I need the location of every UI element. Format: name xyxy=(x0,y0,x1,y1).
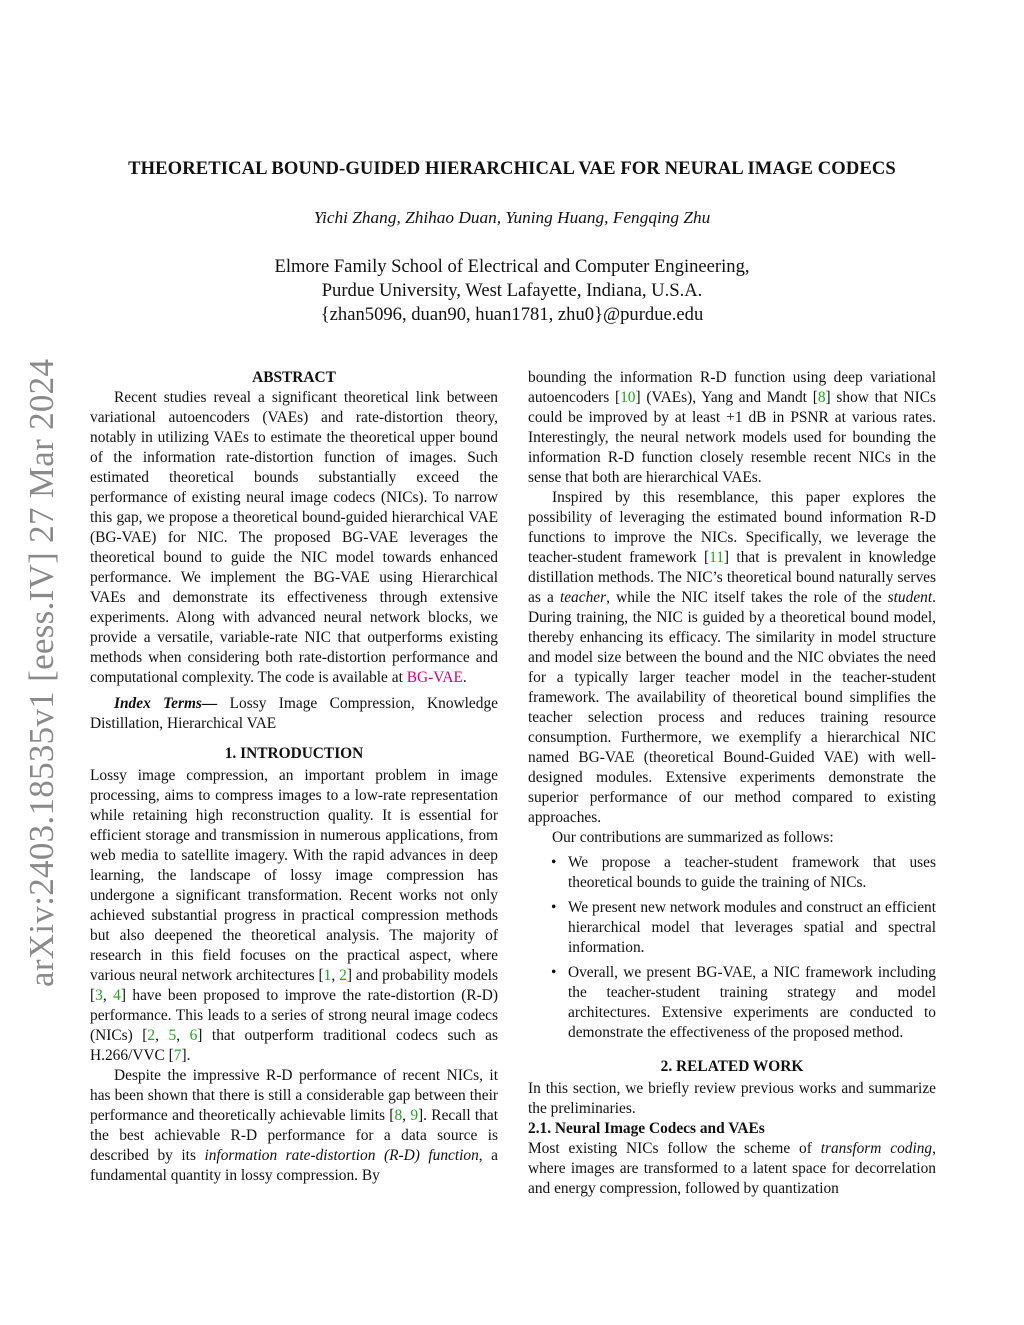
text-run: , xyxy=(402,1107,411,1124)
contributions-list xyxy=(528,853,936,1043)
emphasis-text: teacher xyxy=(559,589,607,606)
citation-link[interactable]: 2 xyxy=(339,967,347,984)
list-item-text: Overall, we present BG-VAE, a NIC framework including the teacher-student training strategy and model architectures. Extensive experiments are conducted to demonstrate the effectiveness of the proposed method. xyxy=(568,964,936,1041)
list-item xyxy=(548,853,936,893)
text-run: ] and probability models [ xyxy=(90,967,498,1004)
related-work-intro: In this section, we briefly review previous works and summarize the preliminaries. xyxy=(528,1080,936,1117)
emphasis-text: student xyxy=(887,589,933,606)
citation-link[interactable]: 11 xyxy=(709,549,724,566)
text-run: , where images are transformed to a latent space for decorrelation and energy compression, followed by quantization xyxy=(528,1140,936,1197)
citation-link[interactable]: 8 xyxy=(394,1107,403,1124)
citation-link[interactable]: 3 xyxy=(95,987,103,1004)
abstract-end: . xyxy=(462,669,467,686)
text-run: , xyxy=(102,987,114,1004)
text-run: , xyxy=(331,967,340,984)
index-terms-text: Lossy Image Compression, Knowledge Distillation, Hierarchical VAE xyxy=(90,695,498,732)
citation-link[interactable]: 6 xyxy=(189,1027,198,1044)
text-run: Most existing NICs follow the scheme of xyxy=(528,1140,821,1157)
intro-paragraph-4 xyxy=(528,488,936,828)
text-run: ]. Recall that the best achievable R-D performance for a data source is described by its xyxy=(90,1107,498,1164)
text-run: bounding the information R-D function using deep variational autoencoders [ xyxy=(528,369,936,406)
citation-link[interactable]: 7 xyxy=(173,1047,182,1064)
abstract-heading: ABSTRACT xyxy=(252,369,336,386)
related-paragraph-1 xyxy=(528,1139,936,1199)
intro-paragraph-1 xyxy=(90,766,498,1066)
code-link[interactable]: BG-VAE xyxy=(406,669,463,686)
affiliation-emails: {zhan5096, duan90, huan1781, zhu0}@purdue.edu xyxy=(320,304,704,325)
subsection-heading: 2.1. Neural Image Codecs and VAEs xyxy=(528,1120,765,1137)
left-column xyxy=(90,368,498,1186)
text-run: Inspired by this resemblance, this paper explores the possibility of leveraging the estimated bound information R-D functions to improve the NICs. Specifically, we leverage the teacher-student framework [ xyxy=(528,489,936,566)
bullet-icon: • xyxy=(551,899,557,916)
text-run: ] that outperform traditional codecs such as H.266/VVC [ xyxy=(90,1027,499,1064)
text-run: Despite the impressive R-D performance of recent NICs, it has been shown that there is still a considerable gap between their performance and theoretically achievable limits [ xyxy=(90,1067,498,1124)
abstract-text xyxy=(90,388,498,688)
citation-link[interactable]: 4 xyxy=(113,987,121,1004)
related-work-heading: 2. RELATED WORK xyxy=(660,1058,804,1075)
citation-link[interactable]: 8 xyxy=(817,389,826,406)
paper-title: THEORETICAL BOUND-GUIDED HIERARCHICAL VAE FOR NEURAL IMAGE CODECS xyxy=(128,158,896,179)
text-run: ] that is prevalent in knowledge distillation methods. The NIC’s theoretical bound naturally serves as a xyxy=(528,549,937,606)
emphasis-text: information rate-distortion (R-D) function xyxy=(204,1147,479,1164)
text-run: ] show that NICs could be improved by at least +1 dB in PSNR at various rates. Interestingly, the neural network models used for bounding the information R-D function closely resemble recent NICs in the sense that both are hierarchical VAEs. xyxy=(528,389,936,486)
affiliation-line-1: Elmore Family School of Electrical and Computer Engineering, xyxy=(274,256,750,277)
list-item xyxy=(548,963,936,1043)
contributions-intro: Our contributions are summarized as follows: xyxy=(552,829,834,846)
bullet-icon: • xyxy=(551,964,557,981)
arxiv-side-stamp: arXiv:2403.18535v1 [eess.IV] 27 Mar 2024 xyxy=(22,358,61,987)
text-run: , xyxy=(155,1027,169,1044)
affiliation-line-2: Purdue University, West Lafayette, Indiana, U.S.A. xyxy=(321,280,703,301)
text-run: ]. xyxy=(181,1047,191,1064)
author-list: Yichi Zhang, Zhihao Duan, Yuning Huang, Fengqing Zhu xyxy=(313,208,711,227)
right-column xyxy=(528,368,936,1199)
intro-heading: 1. INTRODUCTION xyxy=(224,745,364,762)
intro-paragraph-3 xyxy=(528,368,936,488)
bullet-icon: • xyxy=(551,854,557,871)
abstract-body: Recent studies reveal a significant theoretical link between variational autoencoders (VAEs) and rate-distortion theory, notably in utilizing VAEs to estimate the theoretical upper bound of the information rate-distortion function of images. Such estimated theoretical bounds substantially exceed the performance of existing neural image codecs (NICs). To narrow this gap, we propose a theoretical bound-guided hierarchical VAE (BG-VAE) for NIC. The proposed BG-VAE leverages the theoretical bound to guide the NIC model towards enhanced performance. We implement the BG-VAE using Hierarchical VAEs and demonstrate its effectiveness through extensive experiments. Along with advanced neural network blocks, we provide a versatile, variable-rate NIC that outperforms existing methods when considering both rate-distortion performance and computational complexity. The code is available at xyxy=(90,389,498,686)
list-item xyxy=(548,898,936,958)
affiliation-block xyxy=(0,255,1024,327)
list-item-text: We propose a teacher-student framework that uses theoretical bounds to guide the training of NICs. xyxy=(568,854,936,891)
citation-link[interactable]: 2 xyxy=(147,1027,156,1044)
citation-link[interactable]: 5 xyxy=(168,1027,177,1044)
text-run: , xyxy=(176,1027,190,1044)
intro-paragraph-2 xyxy=(90,1066,498,1186)
text-run: , a fundamental quantity in lossy compression. By xyxy=(90,1147,498,1184)
text-run: Lossy image compression, an important problem in image processing, aims to compress images to a low-rate representation while retaining high reconstruction quality. It is essential for efficient storage and transmission in numerous applications, from web media to satellite imagery. With the rapid advances in deep learning, the landscape of lossy image compression has undergone a significant transformation. Recent works not only achieved substantial progress in practical compression methods but also deepened the theoretical analysis. The majority of research in this field focuses on the practical aspect, where various neural network architectures [ xyxy=(90,767,498,984)
citation-link[interactable]: 10 xyxy=(620,389,636,406)
index-terms-label: Index Terms— xyxy=(114,695,218,712)
index-terms xyxy=(90,694,498,734)
emphasis-text: transform coding xyxy=(820,1140,933,1157)
citation-link[interactable]: 1 xyxy=(323,967,332,984)
text-run: ] (VAEs), Yang and Mandt [ xyxy=(635,389,818,406)
text-run: . During training, the NIC is guided by a theoretical bound model, thereby enhancing its efficacy. The similarity in model structure and model size between the bound and the NIC obviates the need for a typically larger teacher model in the teacher-student framework. The availability of theoretical bound simplifies the teacher selection process and reduces training resource consumption. Furthermore, we exemplify a hierarchical NIC named BG-VAE (theoretical Bound-Guided VAE) with well-designed modules. Extensive experiments demonstrate the superior performance of our method compared to existing approaches. xyxy=(528,589,936,826)
list-item-text: We present new network modules and construct an efficient hierarchical model that leverages spatial and spectral information. xyxy=(568,899,936,956)
text-run: , while the NIC itself takes the role of the xyxy=(606,589,888,606)
citation-link[interactable]: 9 xyxy=(410,1107,419,1124)
text-run: ] have been proposed to improve the rate-distortion (R-D) performance. This leads to a series of strong neural image codecs (NICs) [ xyxy=(90,987,498,1044)
